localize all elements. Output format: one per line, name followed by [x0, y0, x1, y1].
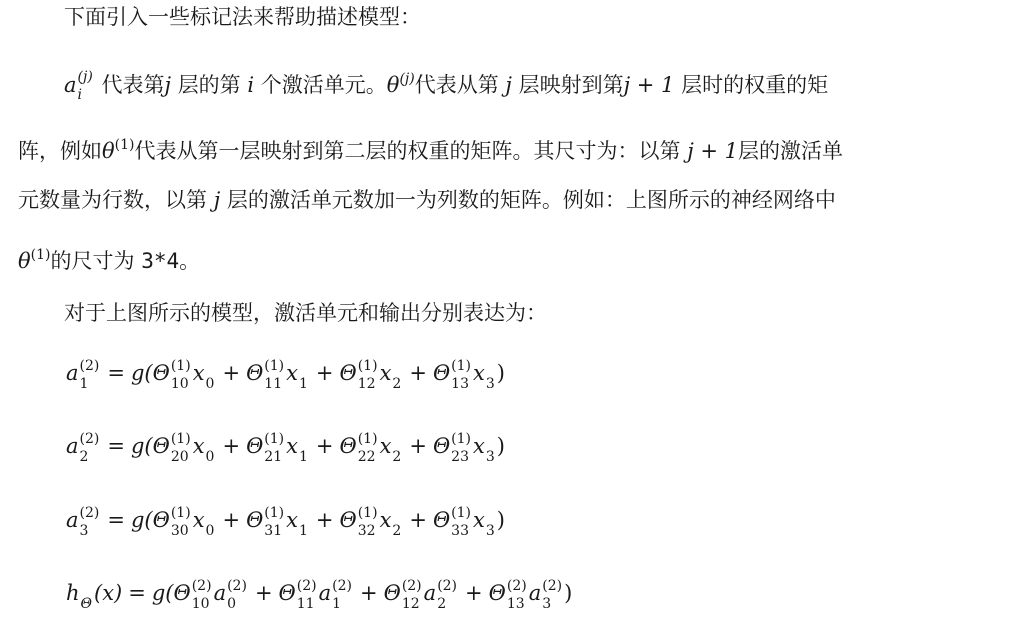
theta-sub: 10 [170, 375, 189, 392]
theta-scripts [402, 579, 422, 611]
symbol-j: j [213, 188, 221, 212]
lhs-scripts [80, 359, 100, 391]
theta-weight [339, 504, 380, 539]
theta-symbol: Θ [488, 581, 506, 605]
plus-sign: + [409, 434, 427, 458]
symbol-j: j [505, 73, 512, 97]
theta-scripts [358, 359, 378, 391]
notation-line-1 [64, 64, 1006, 102]
input-variable [286, 508, 310, 539]
variable-sup: (2) [437, 577, 458, 594]
variable-symbol: x [286, 361, 298, 385]
theta-sub: 13 [451, 375, 469, 392]
variable-scripts [437, 579, 457, 611]
variable-symbol: x [192, 508, 205, 532]
variable-symbol: x [286, 434, 298, 458]
text-span: 代表第 [101, 73, 165, 97]
input-variable [423, 577, 459, 612]
plus-sign: + [409, 508, 427, 532]
equation-3 [66, 500, 505, 540]
variable-sub: 2 [437, 595, 447, 612]
theta-scripts [451, 359, 471, 391]
theta-sup: (1) [357, 357, 378, 374]
theta-sup: (1) [451, 430, 471, 447]
text-span: 个激活单元。 [260, 73, 387, 97]
text-span: 元数量为行数，以第 [18, 188, 207, 212]
theta-symbol: Θ [432, 434, 451, 458]
theta-weight [432, 504, 473, 539]
equation-4 [66, 573, 572, 613]
theta-sup: (2) [401, 577, 422, 594]
theta-symbol: Θ [339, 434, 357, 458]
theta-weight [278, 577, 319, 612]
equation-term [383, 577, 459, 612]
plus-sign: + [359, 581, 378, 605]
theta-scripts [297, 579, 317, 611]
theta-scripts [358, 432, 378, 464]
equation-term [339, 504, 404, 539]
variable-scripts [206, 506, 215, 538]
theta-weight [152, 504, 193, 539]
variable-symbol: x [379, 434, 392, 458]
plus-sign: + [315, 361, 334, 385]
lhs-sub: 3 [79, 522, 89, 539]
equation-term [246, 430, 310, 465]
variable-symbol: x [379, 508, 392, 532]
theta-weight [152, 357, 193, 392]
theta-weight [246, 357, 286, 392]
equation-lhs [66, 357, 101, 392]
theta-symbol: Θ [278, 581, 296, 605]
function-g-open: g( [130, 361, 153, 385]
variable-sup [206, 506, 215, 520]
input-variable [286, 434, 310, 465]
lhs-sup: (2) [79, 430, 100, 447]
theta-scripts [171, 359, 191, 391]
equation-term [339, 430, 404, 465]
variable-scripts [299, 432, 308, 464]
theta-scripts [171, 506, 191, 538]
theta-weight [432, 430, 473, 465]
notation-line-3 [18, 185, 1006, 215]
theta-weight [173, 577, 214, 612]
variable-sub: 2 [392, 448, 402, 465]
equation-term [246, 504, 310, 539]
theta-sub: 13 [506, 595, 525, 612]
lhs-scripts [80, 506, 100, 538]
equals-sign: = [107, 508, 125, 532]
theta-scripts [451, 432, 471, 464]
theta-symbol: Θ [152, 508, 170, 532]
theta-scripts [264, 506, 284, 538]
variable-sub: 2 [392, 375, 402, 392]
variable-sup [206, 359, 215, 373]
theta-sub: 11 [264, 375, 283, 392]
input-variable [473, 508, 497, 539]
intro-text: 下面引入一些标记法来帮助描述模型： [64, 5, 421, 29]
theta-sup: (1) [264, 430, 285, 447]
variable-sup: (2) [227, 577, 247, 594]
variable-sub: 0 [227, 595, 237, 612]
theta-symbol: Θ [432, 508, 451, 532]
theta-sub: 30 [170, 522, 189, 539]
variable-scripts [392, 432, 401, 464]
theta-sup: (2) [506, 577, 527, 594]
lhs-argument: (x) [94, 581, 123, 605]
equation-term [152, 430, 217, 465]
variable-sup [392, 432, 401, 446]
theta-symbol: Θ [152, 361, 170, 385]
lhs-sup: (2) [79, 504, 100, 521]
theta-sup: (1) [451, 504, 471, 521]
theta-scripts [358, 506, 378, 538]
notation-line-4 [18, 240, 1006, 276]
plus-sign: + [409, 361, 427, 385]
input-variable [473, 434, 497, 465]
text-span: 层映射到第 [518, 73, 624, 97]
variable-sub: 1 [298, 522, 308, 539]
intro-paragraph [64, 2, 1006, 32]
variable-scripts [206, 359, 215, 391]
variable-scripts [486, 432, 495, 464]
theta-sub: 22 [357, 448, 376, 465]
variable-scripts [332, 579, 352, 611]
variable-sub: 0 [205, 448, 215, 465]
theta-sup: (1) [264, 357, 285, 374]
variable-sup [392, 506, 401, 520]
theta-weight [432, 357, 473, 392]
input-variable [379, 361, 404, 392]
plus-sign: + [315, 508, 334, 532]
equation-term [152, 357, 217, 392]
variable-sup [392, 359, 401, 373]
variable-scripts [392, 506, 401, 538]
variable-sup [206, 432, 215, 446]
lhs-symbol: a [66, 361, 79, 385]
input-variable [192, 434, 217, 465]
theta-sup: (2) [191, 577, 212, 594]
theta-sub: 12 [357, 375, 376, 392]
theta-weight [246, 504, 286, 539]
theta-sup: (1) [451, 357, 471, 374]
symbol-theta: θ [386, 73, 400, 97]
theta-sup: (1) [170, 357, 191, 374]
dimensions-value: 3*4 [141, 249, 180, 273]
text-span: 层的第 [177, 73, 241, 97]
close-paren: ) [496, 508, 505, 532]
theta-superscript: (j) [399, 71, 415, 87]
variable-scripts [486, 359, 495, 391]
variable-symbol: x [473, 508, 485, 532]
input-variable [286, 361, 310, 392]
variable-sub: 3 [485, 522, 495, 539]
theta-scripts [264, 432, 284, 464]
variable-scripts [392, 359, 401, 391]
text-span: 层时的权重的矩 [681, 73, 829, 97]
theta-weight [246, 430, 286, 465]
variable-sup [299, 359, 308, 373]
variable-scripts [299, 506, 308, 538]
variable-scripts [227, 579, 247, 611]
lhs-scripts [80, 432, 100, 464]
theta-sub: 23 [451, 448, 469, 465]
lhs-sub: 1 [79, 375, 89, 392]
equation-term [246, 357, 310, 392]
equation-1 [66, 353, 505, 393]
symbol-theta: θ [18, 249, 31, 273]
input-variable [213, 577, 249, 612]
equation-lhs [66, 504, 101, 539]
variable-sub: 3 [542, 595, 552, 612]
theta-sub: 33 [451, 522, 469, 539]
lhs-sup [81, 579, 92, 593]
text-span: 的尺寸为 [50, 249, 135, 273]
plus-sign: + [222, 434, 241, 458]
variable-scripts [486, 506, 495, 538]
symbol-j-plus-1: j + 1 [623, 73, 675, 97]
theta-weight [339, 357, 380, 392]
variable-scripts [299, 359, 308, 391]
function-g-open: g( [151, 581, 174, 605]
variable-sub: 2 [392, 522, 402, 539]
theta-scripts [451, 506, 471, 538]
theta-symbol: Θ [339, 508, 357, 532]
text-span: 代表从第一层映射到第二层的权重的矩阵。其尺寸为：以第 [134, 139, 681, 163]
symbol-a-scripts: (j) i [77, 69, 93, 103]
theta-weight [383, 577, 424, 612]
theta-symbol: Θ [246, 434, 264, 458]
theta-sub: 31 [264, 522, 283, 539]
theta-superscript: (1) [30, 247, 51, 263]
theta-symbol: Θ [383, 581, 401, 605]
theta-symbol: Θ [246, 361, 264, 385]
variable-sub: 3 [485, 375, 495, 392]
variable-sup [486, 359, 495, 373]
text-span: 层的激活单 [738, 139, 844, 163]
lhs-symbol: a [66, 434, 79, 458]
notation-line-2 [18, 130, 1006, 166]
variable-symbol: a [213, 581, 227, 605]
input-variable [192, 508, 217, 539]
text-span: 。 [179, 249, 201, 273]
variable-symbol: x [473, 434, 485, 458]
theta-sup: (2) [296, 577, 317, 594]
plus-sign: + [222, 508, 241, 532]
lhs-symbol: a [66, 508, 79, 532]
equation-lhs [66, 430, 101, 465]
symbol-j: j [164, 73, 171, 97]
input-variable [379, 434, 404, 465]
equation-term [173, 577, 249, 612]
variable-symbol: a [318, 581, 332, 605]
equation-term [278, 577, 354, 612]
variable-sub: 0 [205, 375, 215, 392]
variable-symbol: a [528, 581, 542, 605]
symbol-a: a [64, 73, 77, 97]
symbol-j-plus-1: j + 1 [687, 139, 739, 163]
function-g-open: g( [130, 508, 153, 532]
theta-sup: (1) [357, 430, 378, 447]
model-intro-paragraph [64, 298, 1006, 328]
symbol-i: i [247, 73, 255, 97]
theta-symbol: Θ [432, 361, 451, 385]
variable-sup [486, 432, 495, 446]
variable-symbol: a [423, 581, 437, 605]
equals-sign: = [107, 434, 125, 458]
variable-sub: 0 [205, 522, 215, 539]
variable-sub: 1 [332, 595, 342, 612]
text-span: 阵，例如 [18, 139, 102, 163]
equation-lhs [66, 581, 123, 612]
theta-sub: 11 [296, 595, 315, 612]
theta-sup: (1) [264, 504, 285, 521]
lhs-sub: Θ [80, 595, 93, 612]
variable-sup: (2) [542, 577, 563, 594]
variable-symbol: x [473, 361, 485, 385]
theta-sub: 20 [170, 448, 189, 465]
equation-term [432, 504, 497, 539]
theta-sub: 12 [401, 595, 420, 612]
theta-scripts [192, 579, 212, 611]
variable-scripts [542, 579, 562, 611]
input-variable [379, 508, 404, 539]
theta-symbol: Θ [152, 434, 170, 458]
theta-symbol: Θ [339, 361, 357, 385]
function-g-open: g( [130, 434, 153, 458]
theta-scripts [507, 579, 527, 611]
close-paren: ) [496, 361, 505, 385]
equation-term [488, 577, 564, 612]
variable-symbol: x [192, 361, 205, 385]
equation-term [152, 504, 217, 539]
equation-term [432, 430, 497, 465]
input-variable [528, 577, 564, 612]
plus-sign: + [254, 581, 273, 605]
lhs-scripts [81, 579, 92, 611]
plus-sign: + [222, 361, 241, 385]
theta-weight [339, 430, 380, 465]
theta-sup: (1) [357, 504, 378, 521]
close-paren: ) [496, 434, 505, 458]
variable-sup [299, 432, 308, 446]
theta-weight [152, 430, 193, 465]
equation-term [339, 357, 404, 392]
variable-symbol: x [192, 434, 205, 458]
model-intro-text: 对于上图所示的模型，激活单元和输出分别表达为： [64, 301, 547, 325]
theta-weight [488, 577, 529, 612]
lhs-sup: (2) [79, 357, 100, 374]
equals-sign: = [107, 361, 125, 385]
variable-sup [299, 506, 308, 520]
theta-sup: (1) [170, 504, 191, 521]
symbol-theta: θ [102, 139, 115, 163]
input-variable [318, 577, 354, 612]
theta-sub: 10 [191, 595, 210, 612]
text-span: 层的激活单元数加一为列数的矩阵。例如：上图所示的神经网络中 [226, 188, 836, 212]
lhs-symbol: h [66, 581, 80, 605]
variable-sup: (2) [332, 577, 352, 594]
variable-sub: 3 [485, 448, 495, 465]
input-variable [192, 361, 217, 392]
equation-term [432, 357, 497, 392]
variable-sup [486, 506, 495, 520]
theta-scripts [264, 359, 284, 391]
variable-scripts [206, 432, 215, 464]
equals-sign: = [128, 581, 146, 605]
lhs-sub: 2 [79, 448, 89, 465]
equation-2 [66, 426, 505, 466]
theta-sub: 32 [357, 522, 376, 539]
plus-sign: + [465, 581, 483, 605]
theta-scripts [171, 432, 191, 464]
text-span: 代表从第 [414, 73, 499, 97]
theta-symbol: Θ [173, 581, 191, 605]
variable-sub: 1 [298, 375, 308, 392]
variable-symbol: x [286, 508, 298, 532]
input-variable [473, 361, 497, 392]
plus-sign: + [315, 434, 334, 458]
theta-superscript: (1) [114, 137, 135, 153]
theta-sub: 21 [264, 448, 283, 465]
theta-sup: (1) [170, 430, 191, 447]
variable-sub: 1 [298, 448, 308, 465]
theta-symbol: Θ [246, 508, 264, 532]
close-paren: ) [564, 581, 573, 605]
variable-symbol: x [379, 361, 392, 385]
